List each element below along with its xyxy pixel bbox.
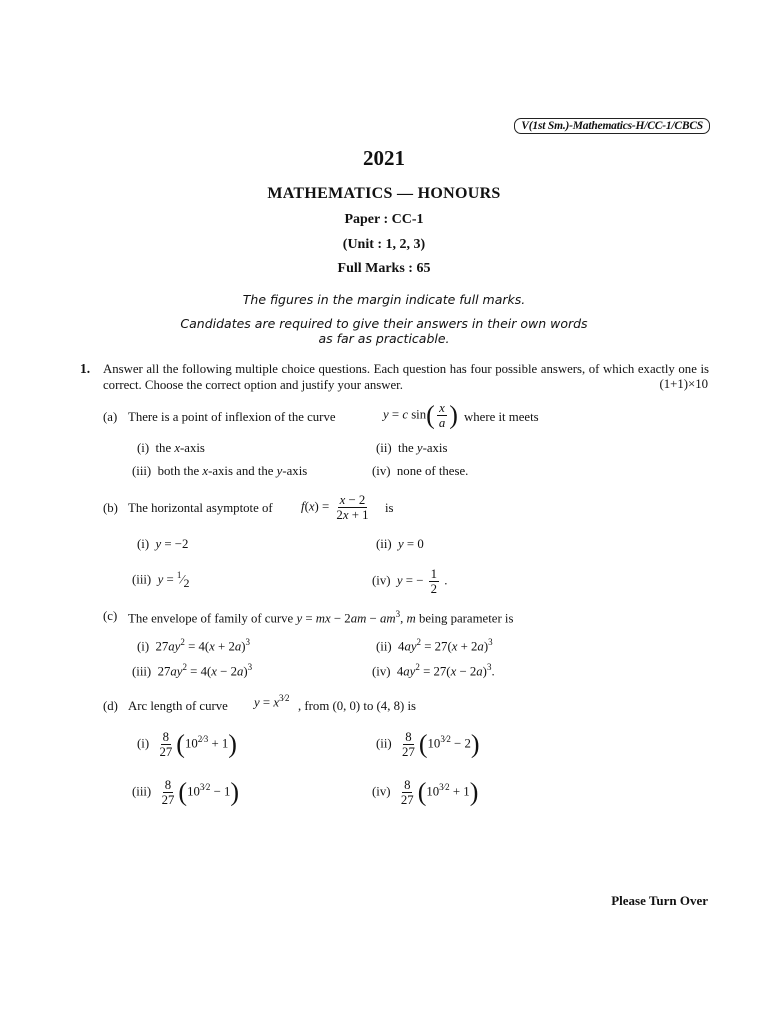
part-b-option-ii: (ii) y = 0 <box>376 537 424 551</box>
part-a-pre: There is a point of inflexion of the curve <box>128 410 336 424</box>
instruction-line-2: Candidates are required to give their answers in their own words <box>180 316 588 331</box>
exam-year: 2021 <box>363 146 405 170</box>
instruction-line-3: as far as practicable. <box>318 331 450 346</box>
option-text: the <box>398 441 414 455</box>
part-c-label: (c) <box>103 609 118 623</box>
part-c-option-ii: (ii) $4ay^2 = 27(x + 2a)^3$ <box>376 637 493 654</box>
part-a-label: (a) <box>103 410 118 424</box>
option-text: both the <box>157 464 200 478</box>
option-text: the <box>155 441 172 455</box>
part-a-option-ii: (ii) the y-axis <box>376 441 448 455</box>
question-marks: (1+1)×10 <box>659 377 708 391</box>
part-c-option-iii: (iii) $27ay^2 = 4(x - 2a)^3$ <box>132 662 253 679</box>
part-c-option-i: (i) $27ay^2 = 4(x + 2a)^3$ <box>137 637 251 654</box>
part-b-option-i: (i) y = −2 <box>137 537 189 551</box>
part-a-option-i: (i) the x-axis <box>137 441 205 455</box>
part-a-equation: y = c sin( $\frac{x}{a}$ ) <box>383 400 458 430</box>
question-text: Answer all the following multiple choice questions. Each question has four possible answers, of which exactly one is correct. Choose the correct option and justify your answer. <box>103 362 709 392</box>
part-d-option-i: (i) $\frac{8}{27}$ $(10^{2⁄3} + 1)$ <box>137 729 237 759</box>
question-number: 1. <box>80 361 91 376</box>
paper-code-badge: V(1st Sm.)-Mathematics-H/CC-1/CBCS <box>514 118 710 134</box>
option-text: none of these. <box>396 464 469 478</box>
unit-label: (Unit : 1, 2, 3) <box>342 237 426 252</box>
part-c-option-iv: (iv) $4ay^2 = 27(x - 2a)^3$. <box>372 662 495 679</box>
part-c-prompt: The envelope of family of curve y = mx − $2am - am^3$, m being parameter is <box>128 609 514 626</box>
part-d-equation: $y = x^{3⁄2}$ <box>254 693 290 710</box>
part-d-option-ii: (ii) $\frac{8}{27}$ $(10^{3⁄2} - 2)$ <box>376 729 480 759</box>
part-d-option-iii: (iii) $\frac{8}{27}$ $(10^{3⁄2} - 1)$ <box>132 777 240 807</box>
instruction-line-1: The figures in the margin indicate full marks. <box>242 292 526 307</box>
part-a-prompt <box>128 410 336 425</box>
part-c-post: being parameter is <box>418 611 514 626</box>
part-b-option-iii: (iii) $y = ^1⁄_2$ <box>132 570 190 590</box>
part-c-pre: The envelope of family of curve <box>128 611 294 626</box>
part-a-option-iii: (iii) both the x-axis and the y-axis <box>132 464 308 478</box>
paper-label: Paper : CC-1 <box>344 212 424 227</box>
part-a-post: where it meets <box>464 410 539 424</box>
part-b-option-iv: (iv) y = − $\frac{1}{2}$ . <box>372 567 448 596</box>
part-d-label: (d) <box>103 699 118 713</box>
part-a-option-iv: (iv) none of these. <box>372 464 469 478</box>
please-turn-over: Please Turn Over <box>611 893 708 908</box>
part-b-pre: The horizontal asymptote of <box>128 501 273 515</box>
part-b-post: is <box>385 501 394 515</box>
subject-title: MATHEMATICS — HONOURS <box>267 185 501 202</box>
part-d-pre: Arc length of curve <box>128 699 228 713</box>
part-b-equation: f(x) = $\frac{x - 2}{2x + 1}$ <box>301 493 369 522</box>
full-marks: Full Marks : 65 <box>337 261 431 276</box>
part-d-option-iv: (iv) $\frac{8}{27}$ $(10^{3⁄2} + 1)$ <box>372 777 479 807</box>
part-b-label: (b) <box>103 501 118 515</box>
part-d-post: , from (0, 0) to (4, 8) is <box>298 699 416 713</box>
